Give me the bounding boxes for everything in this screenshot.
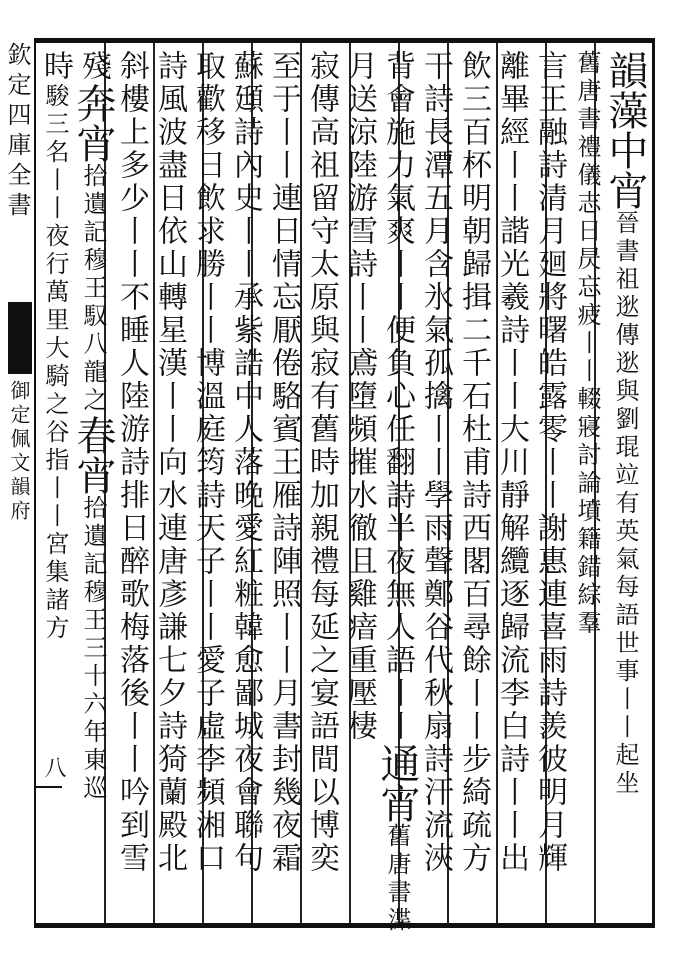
fish-tail-mark	[8, 302, 32, 374]
text-column	[304, 50, 339, 922]
commentary-text: 拾遺記穆王三十六年東巡	[79, 495, 107, 803]
text-column	[374, 50, 420, 935]
column-text: 蘇頲詩內史丨丨承紫誥中人落晚愛紅粧韓愈鄙城夜會聯句	[228, 50, 263, 875]
text-column	[532, 50, 567, 922]
text-column	[602, 50, 648, 922]
page-number: 八	[41, 756, 66, 778]
commentary-text: 舊唐書渫	[383, 823, 411, 935]
text-column	[266, 50, 301, 922]
text-column	[190, 50, 225, 922]
commentary-text: 大騎之谷指丨丨宮集諸方	[41, 335, 69, 643]
text-column	[342, 50, 377, 922]
column-text: 詩風波盡日依山轉星漢丨丨向水連唐彥謙七夕詩猗蘭殿北	[152, 50, 187, 875]
text-column	[38, 50, 73, 922]
column-text: 離畢經丨丨諧光羲詩丨丨大川靜解纜逐歸流李白詩丨丨出	[494, 50, 529, 875]
text-column	[228, 50, 263, 922]
column-text: 月送涼陸游雪詩丨丨鳶墮頻摧水徹且雞瘖重壓棲	[342, 50, 377, 743]
text-column	[572, 50, 602, 922]
column-text: 言王融詩清月廻將曙皓露零丨丨謝惠連喜雨詩羨彼明月輝	[532, 50, 567, 875]
text-column	[418, 50, 453, 922]
column-text: 殘	[76, 50, 111, 83]
entry-heading: 春宵	[70, 415, 116, 495]
text-column	[456, 50, 491, 922]
column-text: 斜樓上多少丨丨不睡人陸游詩排日醉歌梅落後丨丨吟到雪	[114, 50, 149, 875]
column-text: 至于丨丨連日情忘厭倦駱賓王雁詩陣照丨丨月書封幾夜霜	[266, 50, 301, 875]
column-text: 寂傳高祖留守太原與寂有舊時加親禮每延之宴語間以博奕	[304, 50, 339, 875]
column-text: 飲三百杯明朝歸揖二千石杜甫詩西閣百尋餘丨丨步綺疏方	[456, 50, 491, 875]
commentary-text: 駿三名丨丨夜行萬里	[41, 83, 69, 335]
text-column	[70, 50, 116, 922]
side-title: 欽定四庫全書	[3, 42, 31, 222]
text-column	[114, 50, 149, 922]
commentary-text: 晉書祖逖傳逖與劉琨竝有英氣每語世事丨丨起坐	[611, 210, 639, 798]
commentary-text: 拾遺記穆王馭八龍之	[79, 163, 107, 415]
side-title-strip	[2, 40, 32, 930]
column-text: 干詩長潭五月含氷氣孤擒丨丨學雨聲鄭谷代秋扇詩汗流浹	[418, 50, 453, 875]
text-column	[494, 50, 529, 922]
column-text: 取歡移日飲求勝丨丨博溫庭筠詩天子丨丨愛子虛李頻湘口	[190, 50, 225, 875]
entry-heading: 奔宵	[70, 83, 116, 163]
commentary-text: 舊唐書禮儀志日昃忘疲丨丨輟寢討論墳籍錯綜羣	[573, 50, 601, 638]
text-column	[152, 50, 187, 922]
entry-heading: 通宵	[374, 743, 420, 823]
side-subtitle: 御定佩文韻府	[7, 380, 31, 524]
entry-heading: 韻藻中宵	[602, 50, 648, 210]
column-text: 時	[38, 50, 73, 83]
column-text: 背會施力氣爽丨丨便負心任翻詩半夜無人語丨丨	[380, 50, 415, 743]
